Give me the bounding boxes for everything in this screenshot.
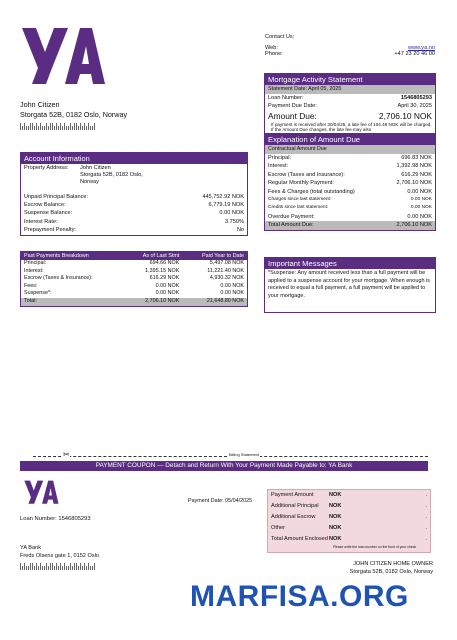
pay-row-label: Payment Amount xyxy=(271,492,314,498)
pay-row-currency: NOK xyxy=(329,503,342,509)
cell: Suspense*: xyxy=(24,290,52,297)
pay-row-label: Additional Principal xyxy=(271,503,319,509)
customer-address xyxy=(20,100,127,130)
table-row xyxy=(21,290,247,298)
account-row xyxy=(21,193,247,201)
contact-title: Contact Us: xyxy=(265,34,295,40)
contact-block xyxy=(265,33,435,58)
row-label: Overdue Payment: xyxy=(268,213,315,220)
billing-statement-label: Billing Statement xyxy=(229,452,260,457)
row-value: 445,752.92 NOK xyxy=(202,193,244,200)
past-payments-panel xyxy=(20,251,248,307)
column-header: Past Payments Breakdown xyxy=(24,253,89,259)
cell: 2,706.10 NOK xyxy=(145,297,180,304)
loan-number-value: 1546805293 xyxy=(400,95,432,101)
homeowner-address xyxy=(325,561,433,576)
row-value: 0.00 NOK xyxy=(410,205,432,211)
bank-name: YA Bank xyxy=(20,545,42,551)
pay-row-field[interactable]: . xyxy=(425,514,427,520)
pay-row[interactable] xyxy=(268,523,430,534)
row-label: Regular Monthly Payment: xyxy=(268,180,334,187)
web-link[interactable]: www.ya.no xyxy=(407,45,435,51)
account-row xyxy=(21,209,247,217)
pay-row-currency: NOK xyxy=(329,492,342,498)
cell: 694.66 NOK xyxy=(149,260,180,266)
cell: 5,497.08 NOK xyxy=(209,260,244,266)
pay-note: Please write the loan number on the front of your check xyxy=(333,545,417,549)
web-label: Web: xyxy=(265,45,278,51)
property-line: Storgata 52B, 0182 Oslo, xyxy=(80,172,143,179)
mortgage-activity-panel xyxy=(264,73,436,135)
cell: Escrow (Taxes & Insurance): xyxy=(24,275,93,282)
coupon-loan-number: Loan Number: 1546805293 xyxy=(20,516,91,522)
pay-row-currency: NOK xyxy=(329,514,342,520)
postal-barcode xyxy=(20,123,127,130)
pay-row-label: Total Amount Enclosed xyxy=(271,536,328,542)
pay-row[interactable] xyxy=(268,534,430,545)
cell: 0.00 NOK xyxy=(155,290,180,297)
cell: Principal: xyxy=(24,260,47,266)
homeowner-street: Storgata 52B, 0182 Oslo, Norway xyxy=(349,568,433,575)
cell: 4,930.32 NOK xyxy=(209,275,244,282)
property-address-value xyxy=(80,165,143,187)
row-value: 6,779.19 NOK xyxy=(208,202,244,209)
row-label: Interest: xyxy=(268,163,289,170)
account-information-panel xyxy=(20,152,248,236)
pay-row-label: Other xyxy=(271,525,285,531)
late-fee-note: If payment is received after 30/04/25, a late fee of 104.49 NOK will be charged. If the Amount Due changes, the late fee may also xyxy=(271,121,432,133)
column-header: Paid Year to Date xyxy=(202,253,244,259)
cell: 21,648.80 NOK xyxy=(206,297,244,304)
past-payments-table xyxy=(21,252,247,306)
pay-row-currency: NOK xyxy=(329,525,342,531)
account-information-title: Account Information xyxy=(21,153,247,164)
account-row xyxy=(21,218,247,226)
total-value: 2,706.10 NOK xyxy=(396,222,432,229)
phone-value: +47 23 20 46 00 xyxy=(394,51,435,57)
suspense-message: *Suspense: Any amount received less than a full payment will be applied to a suspense account for your mortgage. When enough is received to equal a full payment, a full payment will be applied to your mortgage. xyxy=(268,270,431,299)
customer-name: John Citizen xyxy=(20,100,60,109)
mortgage-activity-title: Mortgage Activity Statement xyxy=(265,74,435,85)
property-line: Norway xyxy=(80,179,99,186)
scissors-icon: ✂ xyxy=(63,450,70,459)
statement-date: Statement Date: April 05, 2025 xyxy=(265,85,435,94)
table-row xyxy=(21,275,247,283)
row-value: 1,392.98 NOK xyxy=(396,163,432,170)
amount-due-label: Amount Due: xyxy=(268,110,317,121)
table-row xyxy=(21,260,247,268)
row-label: Suspense Balance: xyxy=(24,210,73,217)
cell: 1,395.15 NOK xyxy=(145,267,180,274)
pay-row-field[interactable]: . xyxy=(425,536,427,542)
loan-number-label: Loan Number: xyxy=(268,95,304,101)
table-header-row xyxy=(21,252,247,260)
total-label: Total Amount Due: xyxy=(268,222,314,229)
pay-row-label: Additional Escrow xyxy=(271,514,316,520)
important-messages-title: Important Messages xyxy=(265,258,435,269)
row-value: 0.00 NOK xyxy=(407,213,432,220)
due-date-value: April 30, 2025 xyxy=(397,103,432,110)
detach-line xyxy=(33,450,428,459)
row-value: No xyxy=(236,227,244,234)
important-messages-panel xyxy=(264,257,436,313)
row-label: Unpaid Principal Balance: xyxy=(24,193,89,200)
row-value: 0.00 NOK xyxy=(407,188,432,195)
cell: 0.00 NOK xyxy=(220,282,244,289)
phone-label: Phone: xyxy=(265,51,283,57)
watermark: MARFISA.ORG xyxy=(190,580,409,613)
pay-row[interactable] xyxy=(268,512,430,523)
pay-row-field[interactable]: . xyxy=(425,503,427,509)
bank-postal-barcode xyxy=(20,563,99,570)
row-label: Principal: xyxy=(268,155,292,161)
homeowner-name: JOHN CITIZEN HOME OWNER xyxy=(353,561,433,567)
property-line: John Citizen xyxy=(80,165,111,171)
row-label: Escrow (Taxes and Insurance): xyxy=(268,171,345,178)
cell: 616.29 NOK xyxy=(149,275,180,282)
total-row xyxy=(21,298,247,306)
row-label: Credits since last statement: xyxy=(268,205,329,211)
table-row xyxy=(21,283,247,291)
account-row xyxy=(21,201,247,209)
row-label: Escrow Balance: xyxy=(24,202,66,209)
pay-row-currency: NOK xyxy=(329,536,342,542)
row-label: Interest Rate: xyxy=(24,218,58,225)
pay-row-field[interactable]: . xyxy=(425,492,427,498)
row-value: 0.00 NOK xyxy=(219,210,244,217)
cell: 0.00 NOK xyxy=(220,290,244,297)
cell: Interest: xyxy=(24,267,44,274)
payment-amount-box xyxy=(267,489,431,553)
ya-bank-logo-small xyxy=(23,479,59,507)
pay-row-field[interactable]: . xyxy=(425,525,427,531)
total-amount-due-row xyxy=(265,221,435,229)
table-row xyxy=(21,268,247,276)
cell: Fees: xyxy=(24,282,38,289)
row-value: 2,706.10 NOK xyxy=(396,180,432,187)
amount-due-value: 2,706.10 NOK xyxy=(378,110,432,121)
explanation-panel xyxy=(264,133,436,231)
contractual-subheader: Contractual Amount Due xyxy=(265,145,435,154)
bank-address: Freds Olsens gate 1, 0152 Oslo xyxy=(20,552,99,559)
ya-bank-logo xyxy=(20,24,105,92)
row-label: Prepayment Penalty: xyxy=(24,227,76,234)
row-value: 0.00 NOK xyxy=(410,197,432,203)
cell: 11,221.40 NOK xyxy=(207,267,244,274)
row-label: Fees & Charges (total outstanding) xyxy=(268,188,355,195)
pay-row[interactable] xyxy=(268,501,430,512)
row-value: 3.750% xyxy=(225,218,244,225)
payment-coupon-bar: PAYMENT COUPON — Detach and Return With Your Payment Made Payable to: YA Bank xyxy=(20,461,428,471)
column-header: As of Last Stmt xyxy=(142,253,180,259)
row-label: Charges since last statement: xyxy=(268,197,332,203)
property-address-label: Property Address: xyxy=(24,165,69,171)
account-row xyxy=(21,226,247,234)
row-value: 616.29 NOK xyxy=(401,171,432,178)
pay-row[interactable] xyxy=(268,490,430,501)
cell: Total: xyxy=(24,297,37,304)
customer-street: Storgata 52B, 0182 Oslo, Norway xyxy=(20,110,128,119)
explanation-title: Explanation of Amount Due xyxy=(265,134,435,145)
coupon-payment-date: Payment Date: 05/04/2025 xyxy=(188,498,253,504)
due-date-label: Payment Due Date: xyxy=(268,103,317,110)
row-value: 696.83 NOK xyxy=(401,155,432,161)
cell: 0.00 NOK xyxy=(155,282,180,289)
bank-address-block xyxy=(20,545,99,570)
